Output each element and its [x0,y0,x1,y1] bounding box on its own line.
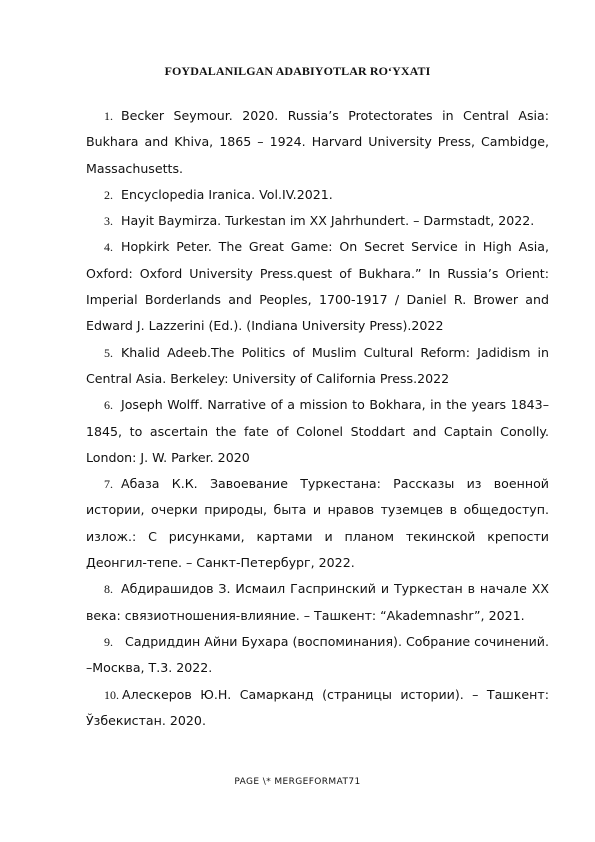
reference-text: Khalid Adeeb.The Politics of Muslim Cultural Reform: Jadidism in Central Asia. Berkeley: University of California Press.2022 [86,344,549,386]
page-title: FOYDALANILGAN ADABIYOTLAR RO‘YXATI [164,64,431,78]
reference-text: Encyclopedia Iranica. Vol.IV.2021. [121,186,333,202]
reference-number: 5. [104,345,113,360]
reference-item [86,471,549,576]
reference-number: 1. [104,109,113,123]
reference-text: Hopkirk Peter. The Great Game: On Secret Service in High Asia, Oxford: Oxford University Press.quest of Bukhara.” In Russia’s Orient: Imperial Borderlands and Peoples, 1700-1917 / Daniel R. Brower and Edward J. Lazzerini (Ed.). (Indiana University Press).2022 [86,239,549,334]
page-footer: PAGE \* MERGEFORMAT71 [234,777,361,787]
reference-item [86,182,549,208]
reference-number: 4. [104,240,113,255]
reference-item [86,208,549,234]
reference-item [86,103,549,182]
reference-number: 6. [104,398,113,413]
reference-item [86,682,549,735]
reference-number: 7. [104,477,113,492]
reference-text: Абаза К.К. Завоевание Туркестана: Рассказы из военной истории, очерки природы, быта и нравов туземцев в общедоступ. излож.: С рисунками, картами и планом текинской крепости Деонгил-тепе. – Санкт-Петербург, 2022. [86,476,549,571]
reference-text: Абдирашидов З. Исмаил Гаспринский и Туркестан в начале XX века: связиотношения-влияние. – Ташкент: “Akademnashr”, 2021. [86,581,549,623]
reference-item [86,234,549,339]
reference-number: 2. [104,187,113,202]
reference-number: 10. [104,687,119,702]
reference-text: Алескеров Ю.Н. Самарканд (страницы истории). – Ташкент: Ўзбекистан. 2020. [86,686,549,728]
reference-item [86,629,549,682]
reference-item [86,576,549,629]
reference-text: Hayit Baymirza. Turkestan im XX Jahrhundert. – Darmstadt, 2022. [121,213,535,229]
reference-text: Садриддин Айни Бухара (воспоминания). Собрание сочинений. –Москва, Т.3. 2022. [86,633,549,676]
reference-text: Joseph Wolff. Narrative of a mission to Bokhara, in the years 1843–1845, to ascertain the fate of Colonel Stoddart and Captain Conolly. London: J. W. Parker. 2020 [86,397,549,465]
reference-list [86,103,549,734]
reference-text: Becker Seymour. 2020. Russia’s Protectorates in Central Asia: Bukhara and Khiva, 1865 – 1924. Harvard University Press, Cambidge, Massachusetts. [86,108,549,176]
reference-number: 8. [104,582,113,597]
reference-number: 3. [104,214,113,229]
reference-item [86,340,549,393]
reference-number: 9. [104,634,113,649]
reference-item [86,392,549,471]
